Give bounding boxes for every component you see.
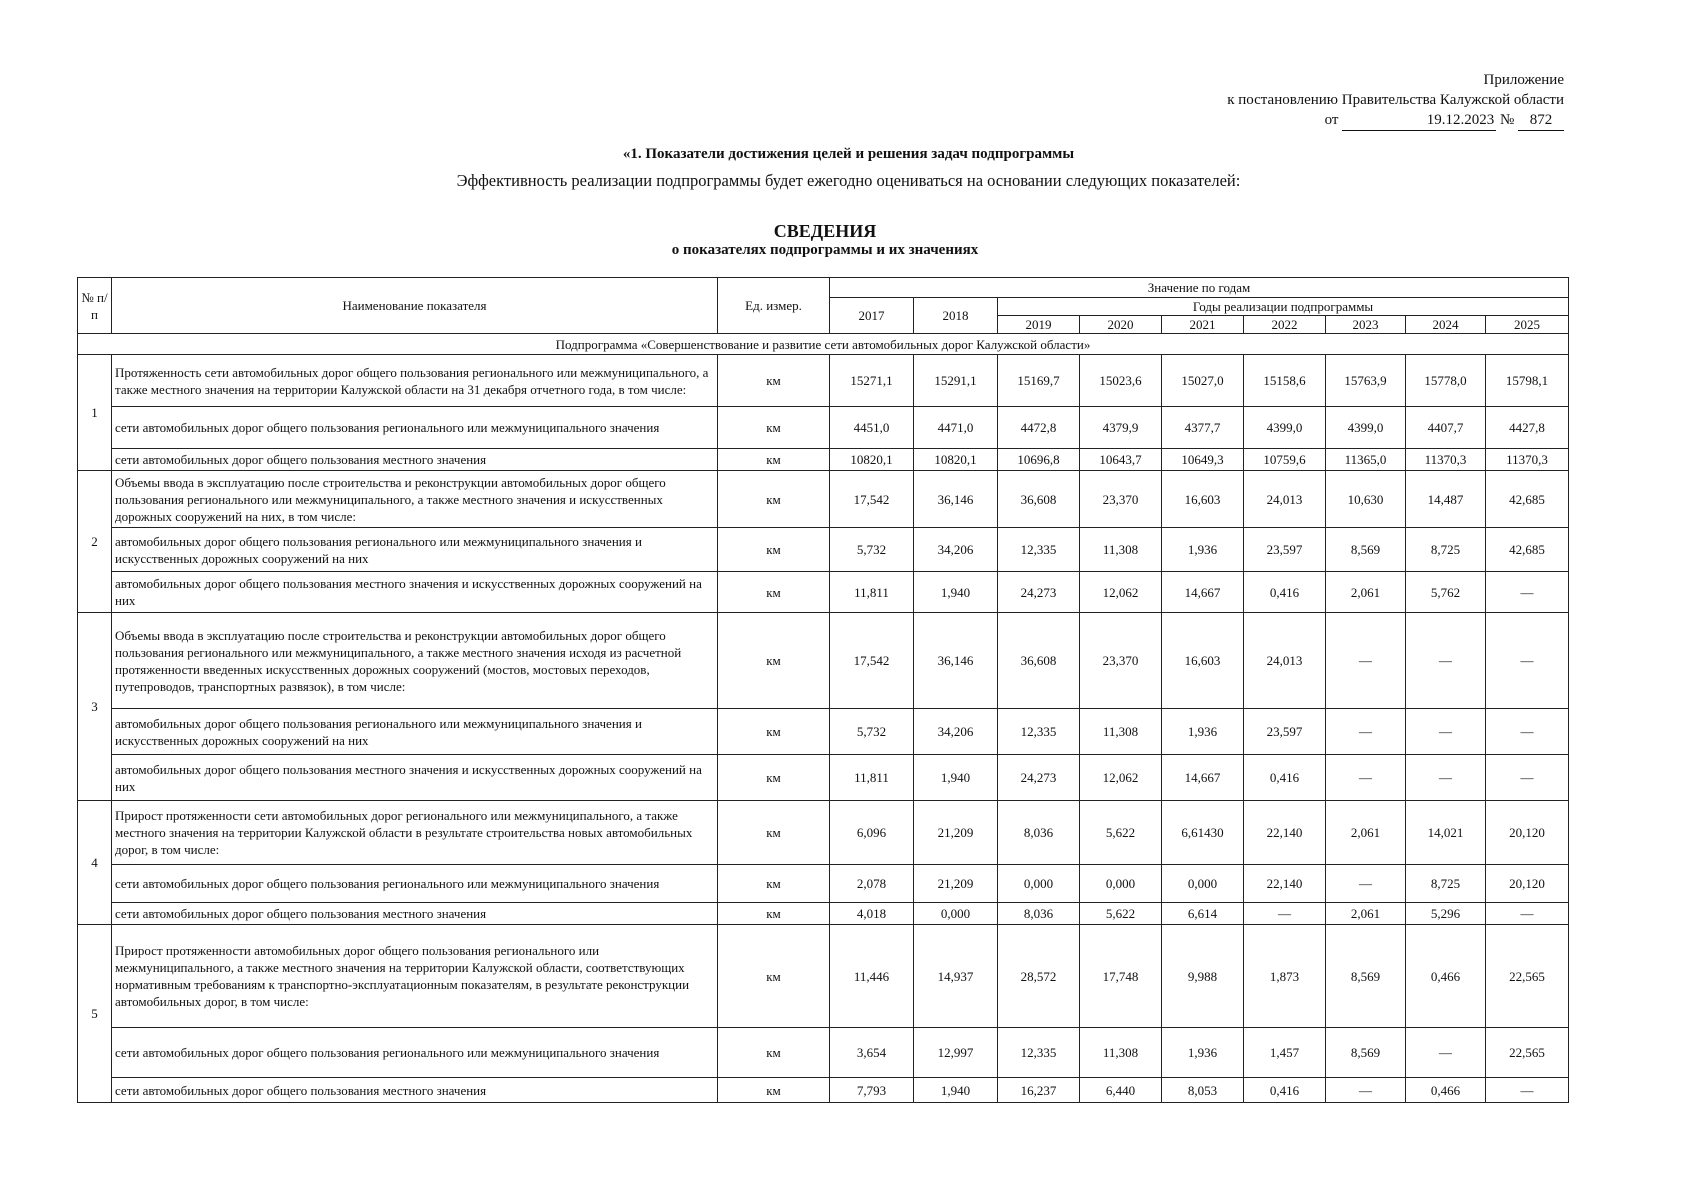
indicator-value: 4407,7 [1406,407,1486,449]
indicator-value: 42,685 [1486,471,1569,528]
indicator-value: 24,013 [1244,613,1326,709]
indicator-value: 4399,0 [1326,407,1406,449]
indicator-value: 8,569 [1326,528,1406,572]
indicator-unit: км [718,355,830,407]
indicator-value: 15169,7 [998,355,1080,407]
indicator-value: — [1486,903,1569,925]
indicator-value: 7,793 [830,1078,914,1103]
indicator-value: 4399,0 [1244,407,1326,449]
header-num: № п/п [78,278,112,334]
indicator-value: 6,096 [830,801,914,865]
table-row [78,925,1569,1028]
indicator-name: автомобильных дорог общего пользования регионального или межмуниципального значения и искусственных дорожных сооружений на них [112,528,718,572]
indicator-value: 8,725 [1406,865,1486,903]
number-prefix: № [1499,112,1515,128]
indicator-value: 22,140 [1244,865,1326,903]
table-row [78,449,1569,471]
row-number: 2 [78,471,112,613]
indicator-unit: км [718,528,830,572]
table-row [78,1078,1569,1103]
header-year: 2021 [1162,316,1244,334]
indicator-name: Прирост протяженности сети автомобильных дорог регионального или межмуниципального, а также местного значения на территории Калужской области в результате строительства новых автомобильных дорог, в том числе: [112,801,718,865]
indicator-value: 15291,1 [914,355,998,407]
header-unit: Ед. измер. [718,278,830,334]
indicator-value: 20,120 [1486,801,1569,865]
indicator-value: 1,940 [914,755,998,801]
indicator-name: автомобильных дорог общего пользования местного значения и искусственных дорожных сооружений на них [112,572,718,613]
indicator-value: 11,446 [830,925,914,1028]
indicator-value: — [1486,572,1569,613]
indicator-unit: км [718,925,830,1028]
indicator-value: 2,061 [1326,572,1406,613]
indicator-name: автомобильных дорог общего пользования регионального или межмуниципального значения и искусственных дорожных сооружений на них [112,709,718,755]
resolution-number: 872 [1518,110,1564,131]
indicator-value: 23,370 [1080,471,1162,528]
indicator-value: 3,654 [830,1028,914,1078]
indicator-unit: км [718,471,830,528]
indicator-value: 14,487 [1406,471,1486,528]
indicator-value: 8,053 [1162,1078,1244,1103]
indicator-value: 8,725 [1406,528,1486,572]
table-row [78,709,1569,755]
indicator-value: 11,811 [830,755,914,801]
indicator-value: — [1326,1078,1406,1103]
indicator-value: 24,273 [998,572,1080,613]
indicator-value: 0,000 [1162,865,1244,903]
table-heading [0,222,1650,260]
indicator-unit: км [718,407,830,449]
indicator-value: 5,762 [1406,572,1486,613]
indicator-value: — [1406,709,1486,755]
indicator-value: 0,000 [1080,865,1162,903]
header-values-by-year: Значение по годам [830,278,1569,298]
header-year: 2022 [1244,316,1326,334]
indicator-value: — [1406,755,1486,801]
indicator-value: 2,061 [1326,801,1406,865]
indicator-value: 34,206 [914,528,998,572]
indicator-value: 24,013 [1244,471,1326,528]
indicator-value: 36,608 [998,471,1080,528]
indicator-value: 15158,6 [1244,355,1326,407]
indicator-value: 20,120 [1486,865,1569,903]
indicator-value: 5,622 [1080,801,1162,865]
indicator-value: 1,936 [1162,709,1244,755]
header-year: 2024 [1406,316,1486,334]
indicator-value: 22,140 [1244,801,1326,865]
table-row [78,755,1569,801]
table-row [78,801,1569,865]
table-row [78,903,1569,925]
row-number: 1 [78,355,112,471]
indicator-value: 1,457 [1244,1028,1326,1078]
indicator-value: 1,873 [1244,925,1326,1028]
subprogram-title: Подпрограмма «Совершенствование и развитие сети автомобильных дорог Калужской области» [78,334,1569,355]
header-year: 2017 [830,298,914,334]
indicator-value: — [1486,709,1569,755]
indicator-name: сети автомобильных дорог общего пользования регионального или межмуниципального значения [112,1028,718,1078]
indicator-value: 8,569 [1326,925,1406,1028]
appendix-block [1227,70,1564,131]
indicator-name: сети автомобильных дорог общего пользования местного значения [112,903,718,925]
indicator-value: 9,988 [1162,925,1244,1028]
indicator-value: — [1326,709,1406,755]
indicator-value: 11370,3 [1406,449,1486,471]
indicator-value: 42,685 [1486,528,1569,572]
date-prefix: от [1324,112,1339,128]
indicator-unit: км [718,709,830,755]
indicator-value: 15798,1 [1486,355,1569,407]
indicator-value: 6,61430 [1162,801,1244,865]
indicator-value: 11,308 [1080,709,1162,755]
indicator-value: 11,308 [1080,1028,1162,1078]
indicator-value: 17,542 [830,613,914,709]
indicator-value: 12,335 [998,528,1080,572]
indicator-value: 11365,0 [1326,449,1406,471]
indicator-name: Объемы ввода в эксплуатацию после строительства и реконструкции автомобильных дорог общего пользования регионального или межмуниципального, а также местного значения исходя из расчетной протяженности введенных искусственных дорожных сооружений (мостов, мостовых переходов, путепроводов, транспортных развязок), в том числе: [112,613,718,709]
header-year: 2025 [1486,316,1569,334]
table-row [78,613,1569,709]
indicator-value: 23,597 [1244,709,1326,755]
indicator-value: 5,732 [830,709,914,755]
indicator-value: 23,597 [1244,528,1326,572]
table-row [78,355,1569,407]
indicator-value: — [1406,613,1486,709]
indicator-value: 0,416 [1244,1078,1326,1103]
indicator-value: 23,370 [1080,613,1162,709]
indicator-value: 12,335 [998,709,1080,755]
indicator-value: 36,146 [914,613,998,709]
indicator-value: 4451,0 [830,407,914,449]
indicator-value: 1,940 [914,1078,998,1103]
table-body [78,334,1569,1103]
indicator-name: сети автомобильных дорог общего пользования местного значения [112,1078,718,1103]
indicator-name: сети автомобильных дорог общего пользования местного значения [112,449,718,471]
indicator-value: 21,209 [914,865,998,903]
indicator-value: 6,614 [1162,903,1244,925]
indicator-value: — [1326,613,1406,709]
indicator-value: 4472,8 [998,407,1080,449]
indicator-value: 12,062 [1080,755,1162,801]
header-year: 2018 [914,298,998,334]
indicator-value: 24,273 [998,755,1080,801]
indicator-unit: км [718,903,830,925]
indicator-value: 0,416 [1244,572,1326,613]
table-row [78,865,1569,903]
indicator-value: 4377,7 [1162,407,1244,449]
indicator-value: — [1326,865,1406,903]
indicator-value: 22,565 [1486,1028,1569,1078]
header-year: 2020 [1080,316,1162,334]
indicator-value: 12,335 [998,1028,1080,1078]
indicator-name: автомобильных дорог общего пользования местного значения и искусственных дорожных сооружений на них [112,755,718,801]
indicator-value: 2,078 [830,865,914,903]
indicator-value: 12,062 [1080,572,1162,613]
indicator-value: 17,748 [1080,925,1162,1028]
indicator-value: 21,209 [914,801,998,865]
indicator-value: 1,940 [914,572,998,613]
indicator-value: 1,936 [1162,528,1244,572]
indicator-name: Объемы ввода в эксплуатацию после строительства и реконструкции автомобильных дорог общего пользования регионального или межмуниципального, а также местного значения и искусственных дорожных сооружений на них, в том числе: [112,471,718,528]
indicator-value: 4,018 [830,903,914,925]
indicator-value: 10696,8 [998,449,1080,471]
table-row [78,471,1569,528]
indicator-value: — [1486,1078,1569,1103]
section-title: «1. Показатели достижения целей и решения задач подпрограммы [622,146,1075,162]
indicator-value: 15271,1 [830,355,914,407]
indicator-value: 8,569 [1326,1028,1406,1078]
indicator-value: 0,466 [1406,1078,1486,1103]
indicator-value: 11370,3 [1486,449,1569,471]
indicator-value: 16,603 [1162,613,1244,709]
resolution-date: 19.12.2023 [1342,110,1496,131]
indicator-unit: км [718,865,830,903]
indicator-value: 5,296 [1406,903,1486,925]
indicator-name: Прирост протяженности автомобильных дорог общего пользования регионального или межмуниципального, а также местного значения на территории Калужской области, соответствующих нормативным требованиям к транспортно-эксплуатационным показателям, в результате реконструкции автомобильных дорог, в том числе: [112,925,718,1028]
indicator-value: 10759,6 [1244,449,1326,471]
indicator-value: 0,416 [1244,755,1326,801]
indicator-unit: км [718,755,830,801]
indicator-value: — [1486,755,1569,801]
heading-title: СВЕДЕНИЯ [773,221,877,241]
table-row [78,1028,1569,1078]
indicator-value: 15023,6 [1080,355,1162,407]
indicator-value: 34,206 [914,709,998,755]
indicator-unit: км [718,1028,830,1078]
indicator-value: 8,036 [998,903,1080,925]
indicator-value: 8,036 [998,801,1080,865]
indicator-value: 11,811 [830,572,914,613]
heading-subtitle: о показателях подпрограммы и их значениях [671,242,979,258]
intro-text: Эффективность реализации подпрограммы будет ежегодно оцениваться на основании следующих показателей: [456,171,1241,190]
indicator-value: — [1406,1028,1486,1078]
row-number: 4 [78,801,112,925]
indicator-unit: км [718,613,830,709]
indicator-value: 14,021 [1406,801,1486,865]
indicator-value: 22,565 [1486,925,1569,1028]
indicator-value: 12,997 [914,1028,998,1078]
indicator-value: 10820,1 [914,449,998,471]
indicator-value: 11,308 [1080,528,1162,572]
indicator-value: 15027,0 [1162,355,1244,407]
indicator-value: 1,936 [1162,1028,1244,1078]
indicator-value: 16,237 [998,1078,1080,1103]
indicator-value: 2,061 [1326,903,1406,925]
indicator-value: 10643,7 [1080,449,1162,471]
header-year: 2019 [998,316,1080,334]
indicator-name: сети автомобильных дорог общего пользования регионального или межмуниципального значения [112,865,718,903]
header-year: 2023 [1326,316,1406,334]
indicator-value: 16,603 [1162,471,1244,528]
table-row [78,528,1569,572]
indicator-value: — [1486,613,1569,709]
indicator-value: 0,000 [998,865,1080,903]
indicator-value: 15778,0 [1406,355,1486,407]
indicator-value: 4427,8 [1486,407,1569,449]
table-row [78,572,1569,613]
indicator-name: сети автомобильных дорог общего пользования регионального или межмуниципального значения [112,407,718,449]
indicator-name: Протяженность сети автомобильных дорог общего пользования регионального или межмуниципального, а также местного значения на территории Калужской области на 31 декабря отчетного года, в том числе: [112,355,718,407]
indicator-value: 0,466 [1406,925,1486,1028]
indicator-value: 14,937 [914,925,998,1028]
indicator-value: 5,732 [830,528,914,572]
indicator-value: 36,608 [998,613,1080,709]
indicator-unit: км [718,572,830,613]
indicator-value: 0,000 [914,903,998,925]
indicator-unit: км [718,449,830,471]
indicators-table [77,277,1569,1103]
indicator-value: 4379,9 [1080,407,1162,449]
indicator-value: — [1244,903,1326,925]
indicator-value: 28,572 [998,925,1080,1028]
indicator-value: — [1326,755,1406,801]
indicator-value: 10,630 [1326,471,1406,528]
indicator-value: 10649,3 [1162,449,1244,471]
row-number: 3 [78,613,112,801]
indicator-unit: км [718,801,830,865]
indicator-value: 14,667 [1162,755,1244,801]
indicator-value: 36,146 [914,471,998,528]
appendix-date-line [1227,110,1564,131]
subprogram-row [78,334,1569,355]
table-row [78,407,1569,449]
indicator-value: 4471,0 [914,407,998,449]
indicator-value: 10820,1 [830,449,914,471]
indicator-unit: км [718,1078,830,1103]
row-number: 5 [78,925,112,1103]
indicator-value: 17,542 [830,471,914,528]
appendix-resolution: к постановлению Правительства Калужской области [1227,92,1564,108]
header-name: Наименование показателя [112,278,718,334]
indicator-value: 14,667 [1162,572,1244,613]
indicator-value: 5,622 [1080,903,1162,925]
appendix-label: Приложение [1483,72,1564,88]
indicator-value: 6,440 [1080,1078,1162,1103]
indicator-value: 15763,9 [1326,355,1406,407]
header-implementation-years: Годы реализации подпрограммы [998,298,1569,316]
